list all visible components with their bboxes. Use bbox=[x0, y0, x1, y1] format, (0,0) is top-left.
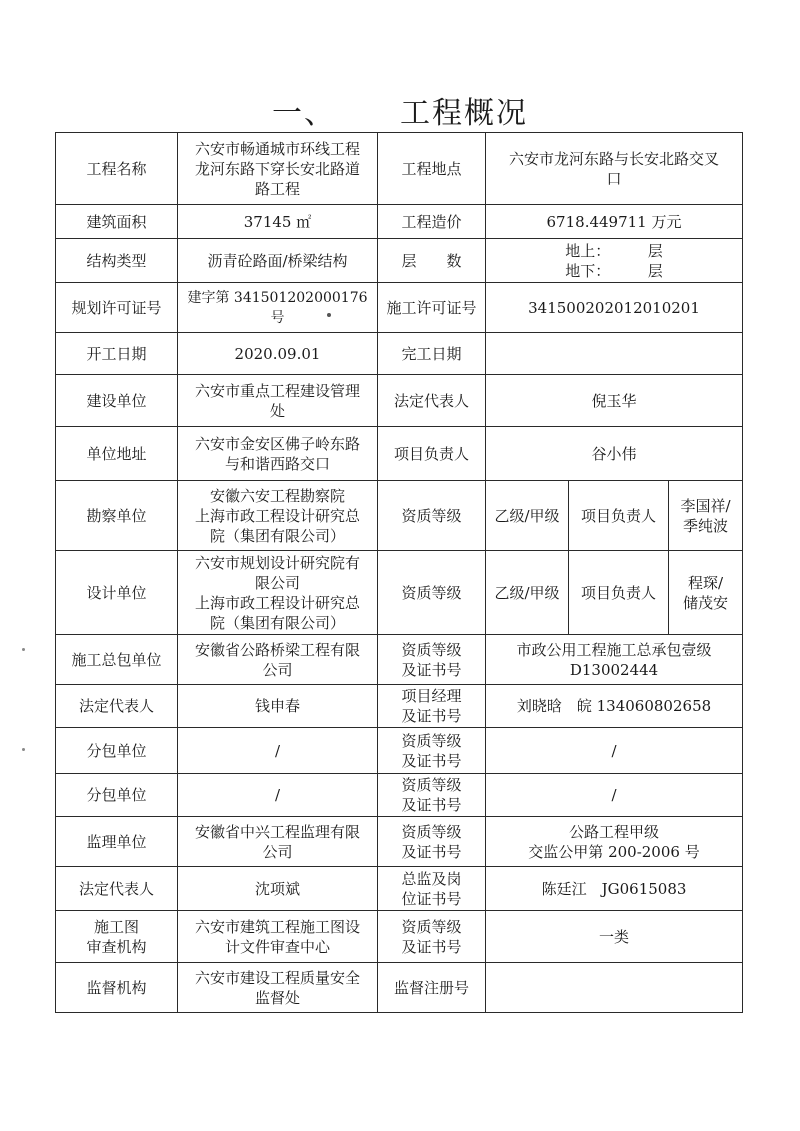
cell-label: 工程造价 bbox=[378, 205, 486, 239]
cell-label: 项目负责人 bbox=[569, 551, 669, 635]
cell-value bbox=[486, 333, 743, 375]
table-row bbox=[56, 427, 743, 481]
cell-label: 资质等级 及证书号 bbox=[378, 774, 486, 817]
table-row bbox=[56, 911, 743, 963]
cell-value: 安徽省中兴工程监理有限 公司 bbox=[178, 817, 378, 867]
cell-label: 分包单位 bbox=[56, 774, 178, 817]
cell-label: 建设单位 bbox=[56, 375, 178, 427]
cell-label: 资质等级 及证书号 bbox=[378, 911, 486, 963]
cell-value: 程琛/ 储茂安 bbox=[669, 551, 743, 635]
cell-label: 开工日期 bbox=[56, 333, 178, 375]
cell-value: 六安市规划设计研究院有 限公司 上海市政工程设计研究总 院（集团有限公司） bbox=[178, 551, 378, 635]
cell-label: 监理单位 bbox=[56, 817, 178, 867]
table-row bbox=[56, 867, 743, 911]
cell-value: 刘晓晗 皖 134060802658 bbox=[486, 685, 743, 728]
cell-value: 沥青砼路面/桥梁结构 bbox=[178, 239, 378, 283]
cell-value: 钱申春 bbox=[178, 685, 378, 728]
cell-value: 六安市金安区佛子岭东路 与和谐西路交口 bbox=[178, 427, 378, 481]
table-row bbox=[56, 774, 743, 817]
cell-label: 工程地点 bbox=[378, 133, 486, 205]
cell-value: 2020.09.01 bbox=[178, 333, 378, 375]
cell-value: / bbox=[178, 728, 378, 774]
cell-label: 勘察单位 bbox=[56, 481, 178, 551]
table-row bbox=[56, 283, 743, 333]
cell-value: 6718.449711 万元 bbox=[486, 205, 743, 239]
cell-label: 资质等级 bbox=[378, 481, 486, 551]
page-title bbox=[0, 88, 800, 132]
cell-value: 37145 ㎡ bbox=[178, 205, 378, 239]
cell-label: 监督机构 bbox=[56, 963, 178, 1013]
cell-label: 结构类型 bbox=[56, 239, 178, 283]
project-overview-table bbox=[55, 132, 743, 1013]
section-number: 一、 bbox=[272, 96, 336, 131]
cell-value: 公路工程甲级 交监公甲第 200-2006 号 bbox=[486, 817, 743, 867]
cell-label: 工程名称 bbox=[56, 133, 178, 205]
cell-value: 六安市建筑工程施工图设 计文件审查中心 bbox=[178, 911, 378, 963]
cell-label: 施工总包单位 bbox=[56, 635, 178, 685]
cell-value: 地上： 层 地下： 层 bbox=[486, 239, 743, 283]
section-title: 工程概况 bbox=[400, 96, 528, 131]
cell-value: 市政公用工程施工总承包壹级 D13002444 bbox=[486, 635, 743, 685]
cell-value: 六安市重点工程建设管理 处 bbox=[178, 375, 378, 427]
table-row bbox=[56, 481, 743, 551]
cell-value: 六安市畅通城市环线工程 龙河东路下穿长安北路道 路工程 bbox=[178, 133, 378, 205]
cell-label: 层 数 bbox=[378, 239, 486, 283]
cell-label: 施工许可证号 bbox=[378, 283, 486, 333]
cell-value: 建字第 341501202000176 号 bbox=[178, 283, 378, 333]
cell-value: 沈项斌 bbox=[178, 867, 378, 911]
cell-value: / bbox=[486, 728, 743, 774]
table-row bbox=[56, 239, 743, 283]
table-row bbox=[56, 333, 743, 375]
table-row bbox=[56, 817, 743, 867]
cell-value bbox=[486, 963, 743, 1013]
cell-label: 单位地址 bbox=[56, 427, 178, 481]
table-row bbox=[56, 133, 743, 205]
cell-label: 项目负责人 bbox=[378, 427, 486, 481]
cell-label: 资质等级 及证书号 bbox=[378, 635, 486, 685]
cell-value: / bbox=[486, 774, 743, 817]
cell-value: 李国祥/ 季纯波 bbox=[669, 481, 743, 551]
cell-value: 谷小伟 bbox=[486, 427, 743, 481]
cell-value: 一类 bbox=[486, 911, 743, 963]
cell-label: 法定代表人 bbox=[56, 685, 178, 728]
cell-label: 法定代表人 bbox=[378, 375, 486, 427]
cell-value: 安徽六安工程勘察院 上海市政工程设计研究总 院（集团有限公司） bbox=[178, 481, 378, 551]
cell-label: 资质等级 及证书号 bbox=[378, 817, 486, 867]
cell-value: 六安市建设工程质量安全 监督处 bbox=[178, 963, 378, 1013]
table-row bbox=[56, 205, 743, 239]
cell-label: 资质等级 bbox=[378, 551, 486, 635]
scan-dot bbox=[22, 648, 25, 651]
cell-label: 项目负责人 bbox=[569, 481, 669, 551]
cell-label: 规划许可证号 bbox=[56, 283, 178, 333]
cell-label: 完工日期 bbox=[378, 333, 486, 375]
cell-value: 乙级/甲级 bbox=[486, 481, 569, 551]
cell-value: 341500202012010201 bbox=[486, 283, 743, 333]
cell-label: 分包单位 bbox=[56, 728, 178, 774]
cell-value: 陈廷江 JG0615083 bbox=[486, 867, 743, 911]
table-row bbox=[56, 551, 743, 635]
table-row bbox=[56, 635, 743, 685]
scan-dot bbox=[327, 313, 331, 317]
scan-dot bbox=[22, 748, 25, 751]
cell-label: 施工图 审查机构 bbox=[56, 911, 178, 963]
cell-value: 乙级/甲级 bbox=[486, 551, 569, 635]
cell-label: 法定代表人 bbox=[56, 867, 178, 911]
cell-label: 总监及岗 位证书号 bbox=[378, 867, 486, 911]
table-row bbox=[56, 963, 743, 1013]
cell-value: / bbox=[178, 774, 378, 817]
cell-label: 监督注册号 bbox=[378, 963, 486, 1013]
cell-label: 资质等级 及证书号 bbox=[378, 728, 486, 774]
table-row bbox=[56, 685, 743, 728]
table-row bbox=[56, 728, 743, 774]
cell-label: 设计单位 bbox=[56, 551, 178, 635]
cell-label: 项目经理 及证书号 bbox=[378, 685, 486, 728]
cell-value: 倪玉华 bbox=[486, 375, 743, 427]
cell-value: 安徽省公路桥梁工程有限 公司 bbox=[178, 635, 378, 685]
table-row bbox=[56, 375, 743, 427]
cell-label: 建筑面积 bbox=[56, 205, 178, 239]
cell-value: 六安市龙河东路与长安北路交叉 口 bbox=[486, 133, 743, 205]
